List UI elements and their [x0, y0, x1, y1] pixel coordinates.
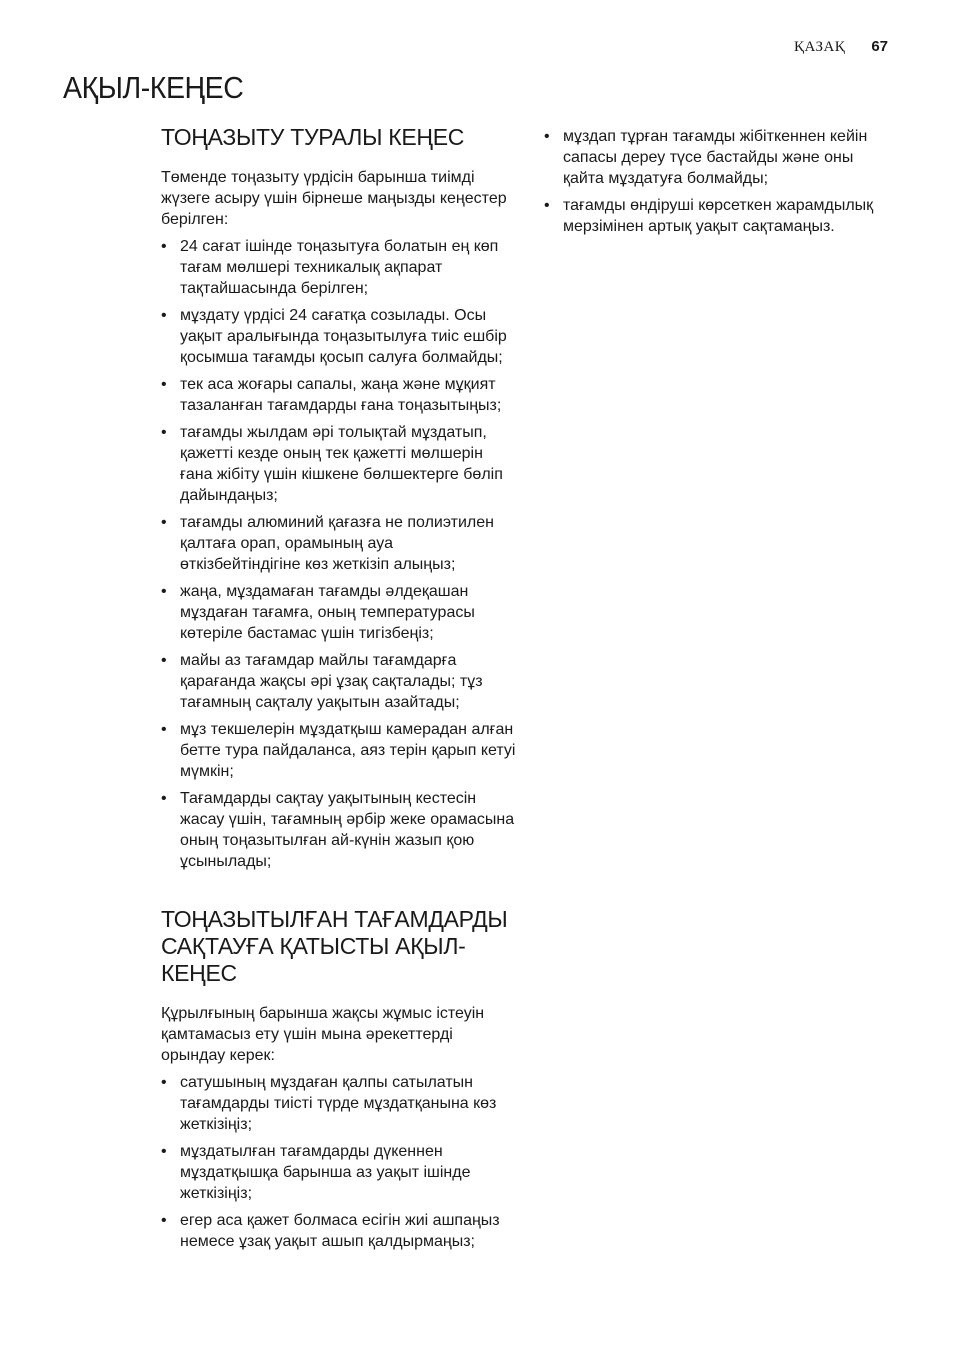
list-item: • тағамды жылдам әрі толықтай мұздатып, қажетті кезде оның тек қажетті мөлшерін ғана жібіту үшін кішкене бөлшектерге бөліп дайындаңыз;: [161, 422, 516, 506]
right-column: [544, 126, 889, 243]
list-item: • тағамды алюминий қағазға не полиэтилен қалтаға орап, орамының ауа өткізбейтіндігіне көз жеткізіп алыңыз;: [161, 512, 516, 575]
section-title-freezing-tips: ТОҢАЗЫТУ ТУРАЛЫ КЕҢЕС: [161, 124, 465, 150]
list-item: • мұздатылған тағамдарды дүкеннен мұздатқышқа барынша аз уақыт ішінде жеткізіңіз;: [161, 1141, 516, 1204]
section-intro: Құрылғының барынша жақсы жұмыс істеуін қамтамасыз ету үшін мына әрекеттерді орындау керек:: [161, 1005, 485, 1064]
list-item: • егер аса қажет болмаса есігін жиі ашпаңыз немесе ұзақ уақыт ашып қалдырмаңыз;: [161, 1210, 516, 1252]
list-item: • тағамды өндіруші көрсеткен жарамдылық мерзімінен артық уақыт сақтамаңыз.: [544, 195, 889, 237]
list-item: • мұздап тұрған тағамды жібіткеннен кейін сапасы дереу түсе бастайды және оны қайта мұздатуға болмайды;: [544, 126, 889, 189]
list-item: • майы аз тағамдар майлы тағамдарға қарағанда жақсы әрі ұзақ сақталады; тұз тағамның сақталу уақытын азайтады;: [161, 650, 516, 713]
list-item: • тек аса жоғары сапалы, жаңа және мұқият тазаланған тағамдарды ғана тоңазытыңыз;: [161, 374, 516, 416]
page-number: 67: [871, 38, 888, 55]
language-label: ҚАЗАҚ: [793, 39, 846, 55]
list-item: • мұз текшелерін мұздатқыш камерадан алған бетте тура пайдаланса, аяз терін қарып кетуі мүмкін;: [161, 719, 516, 782]
list-item: • сатушының мұздаған қалпы сатылатын тағамдарды тиісті түрде мұздатқанына көз жеткізіңіз;: [161, 1072, 516, 1135]
page-title: АҚЫЛ-КЕҢЕС: [63, 70, 244, 105]
list-item: • мұздату үрдісі 24 сағатқа созылады. Осы уақыт аралығында тоңазытылуға тиіс ешбір қосымша тағамды қосып салуға болмайды;: [161, 305, 516, 368]
bullet-list: [544, 126, 889, 237]
page-header: [794, 38, 888, 56]
bullet-list: [161, 1072, 516, 1252]
list-item: • Тағамдарды сақтау уақытының кестесін жасау үшін, тағамның әрбір жеке орамасына оның тоңазытылған ай-күнін жазып қою ұсынылады;: [161, 788, 516, 872]
left-column: [161, 124, 516, 1258]
bullet-list: [161, 236, 516, 872]
section-intro: Төменде тоңазыту үрдісін барынша тиімді жүзеге асыру үшін бірнеше маңызды кеңестер берілген:: [161, 169, 507, 228]
list-item: • 24 сағат ішінде тоңазытуға болатын ең көп тағам мөлшері техникалық ақпарат тақтайшасында берілген;: [161, 236, 516, 299]
list-item: • жаңа, мұздамаған тағамды әлдеқашан мұздаған тағамға, оның температурасы көтеріле бастамас үшін тигізбеңіз;: [161, 581, 516, 644]
section-title-storage-tips: ТОҢАЗЫТЫЛҒАН ТАҒАМДАРДЫ САҚТАУҒА ҚАТЫСТЫ АҚЫЛ-КЕҢЕС: [161, 906, 508, 986]
